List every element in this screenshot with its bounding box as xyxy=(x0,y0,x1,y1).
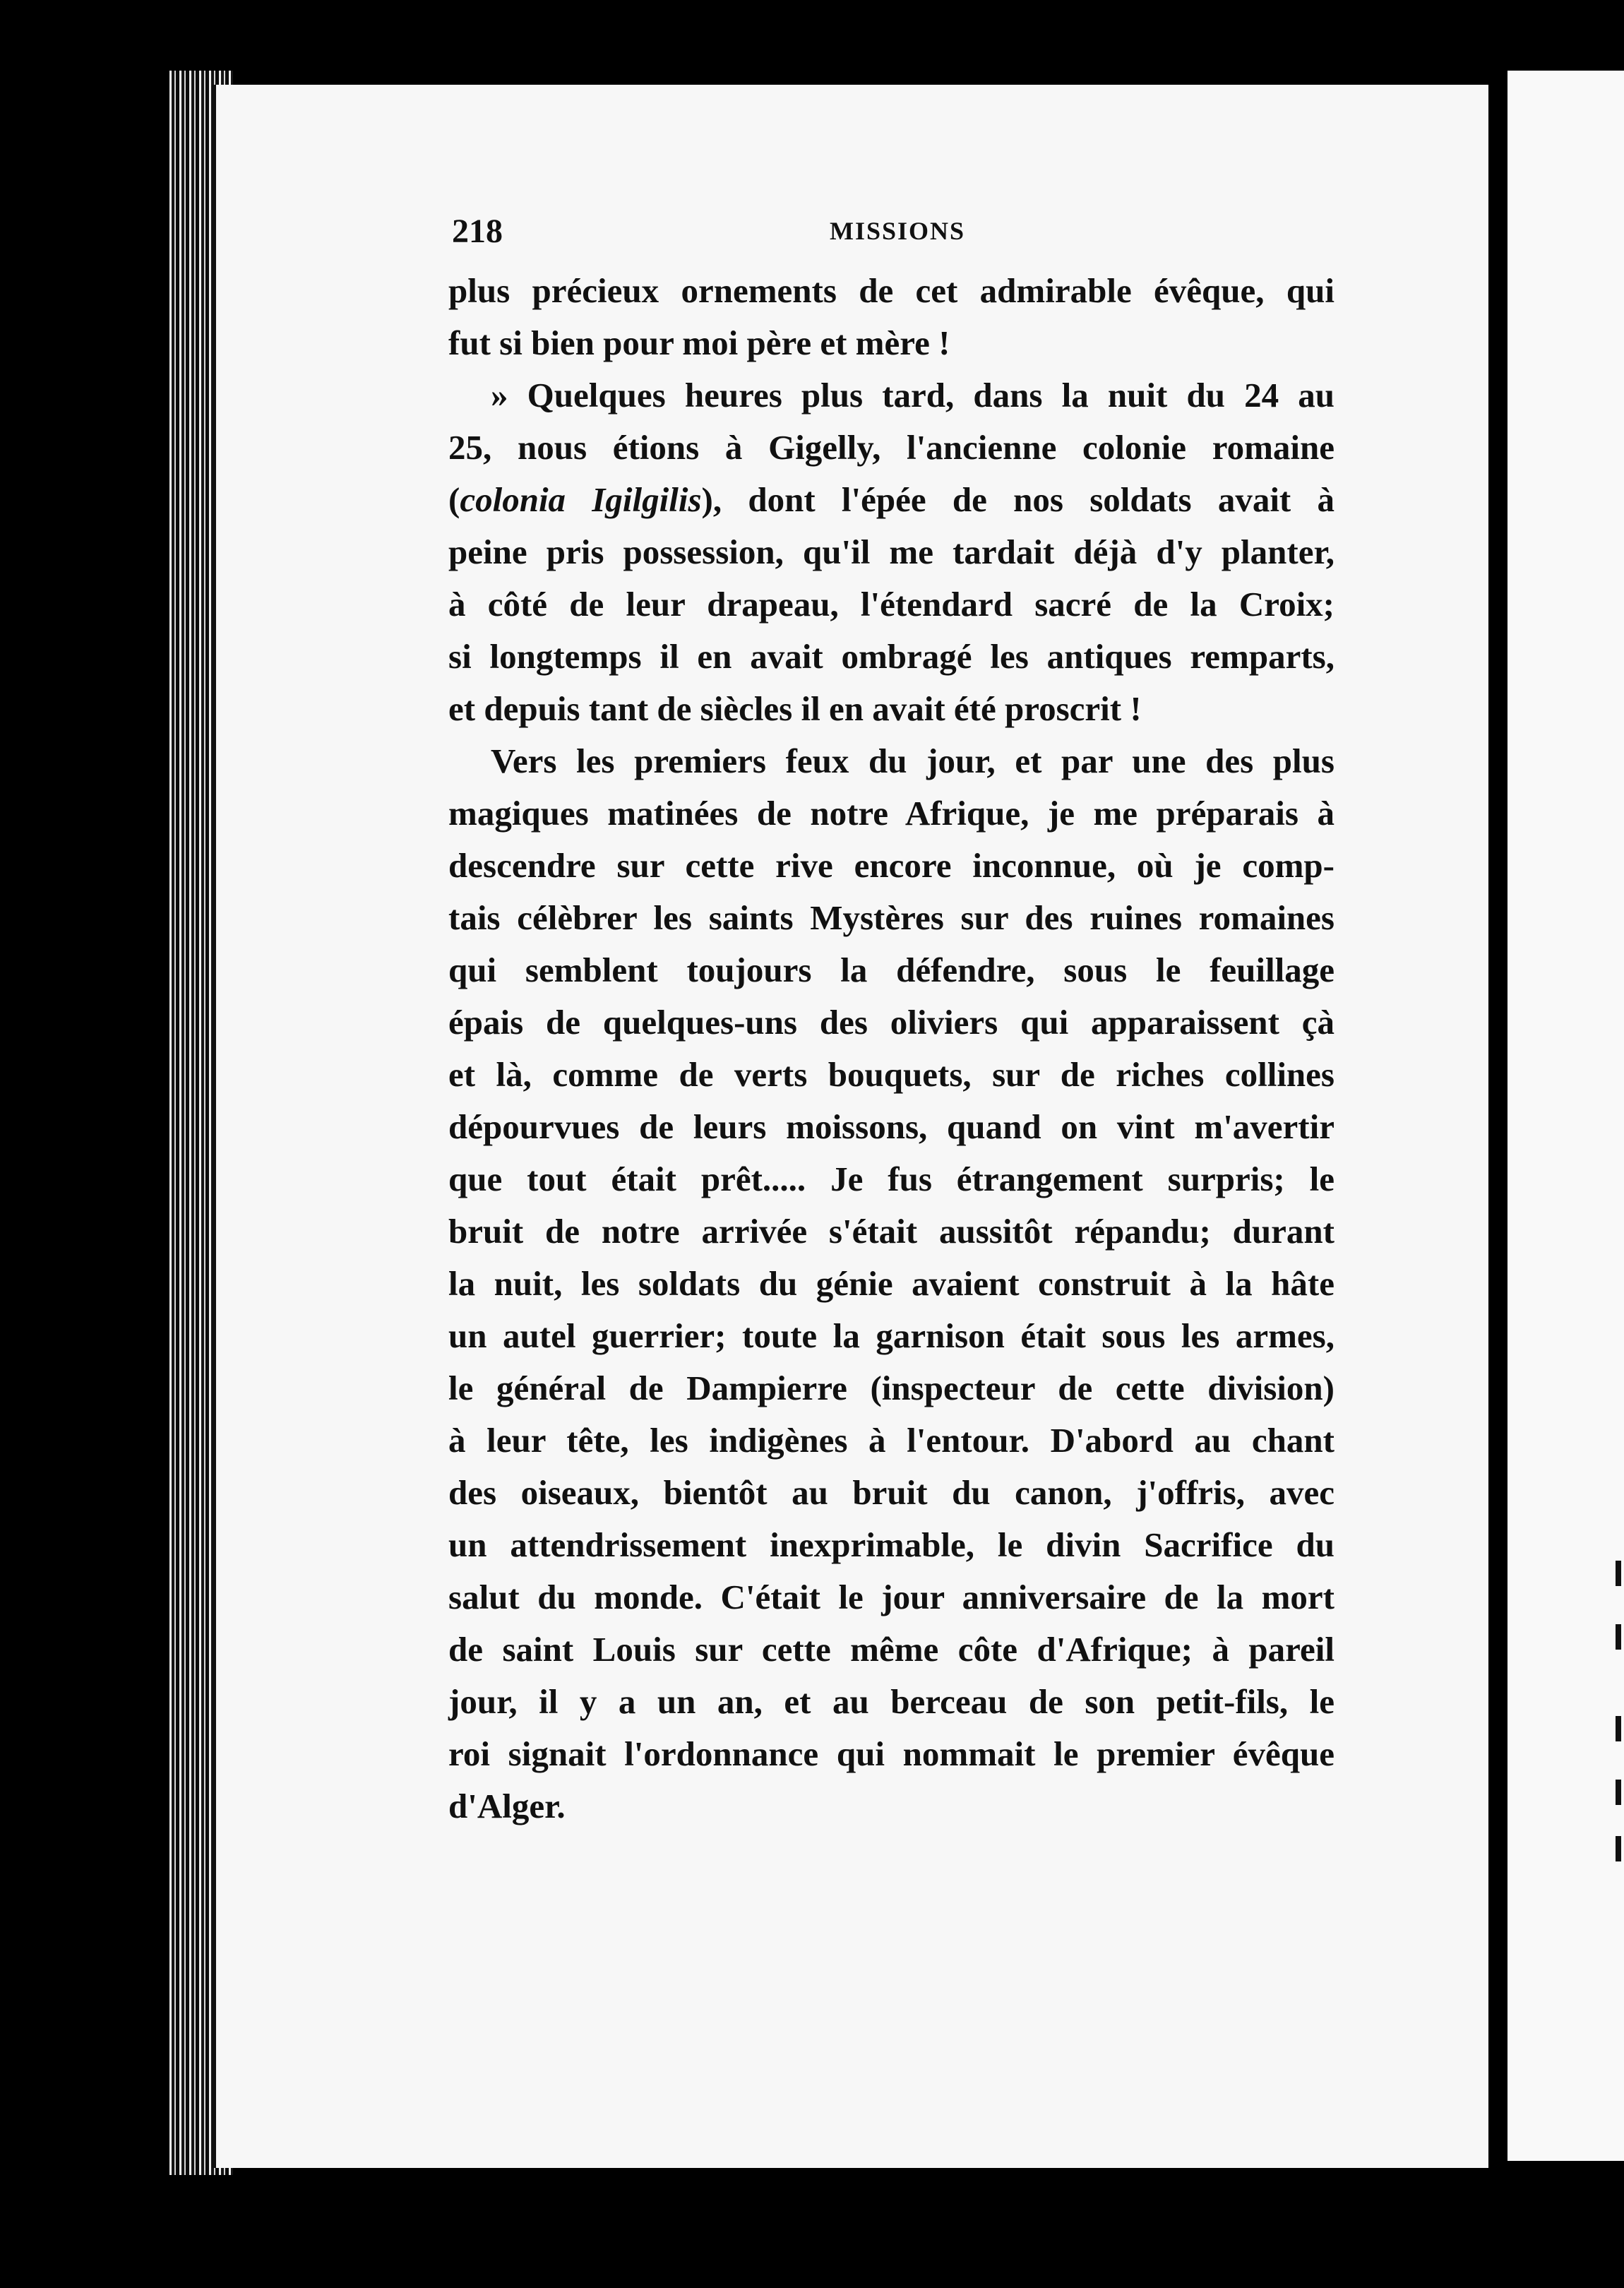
text-line: à côté de leur drapeau, l'étendard sacré de la Croix; xyxy=(448,585,1335,624)
text-line: d'Alger. xyxy=(448,1787,566,1825)
text-line: à leur tête, les indigènes à l'entour. D'abord au chant xyxy=(448,1421,1335,1460)
text-line: et là, comme de verts bouquets, sur de riches collines xyxy=(448,1055,1335,1094)
page-gutter xyxy=(1488,67,1503,2171)
text-line: descendre sur cette rive encore inconnue, où je comp- xyxy=(448,846,1335,885)
text-line: » Quelques heures plus tard, dans la nuit du 24 au xyxy=(491,376,1335,415)
text-line: de saint Louis sur cette même côte d'Afrique; à pareil xyxy=(448,1630,1335,1669)
facing-page-glyph xyxy=(1616,1716,1621,1741)
italic-latin-name: colonia Igilgilis xyxy=(460,480,702,519)
facing-page-glyph xyxy=(1616,1836,1621,1861)
text-line: dépourvues de leurs moissons, quand on vint m'avertir xyxy=(448,1107,1335,1146)
text-line: Vers les premiers feux du jour, et par une des plus xyxy=(491,741,1335,780)
page-number: 218 xyxy=(452,213,503,250)
facing-page-glyph xyxy=(1616,1780,1621,1805)
text-line: fut si bien pour moi père et mère ! xyxy=(448,323,950,362)
text-line: le général de Dampierre (inspecteur de cette division) xyxy=(448,1369,1335,1407)
facing-page-glyph xyxy=(1616,1561,1621,1586)
text-line: un autel guerrier; toute la garnison était sous les armes, xyxy=(448,1316,1335,1355)
facing-page-edge xyxy=(1507,71,1624,2161)
text-line: des oiseaux, bientôt au bruit du canon, j'offris, avec xyxy=(448,1473,1335,1512)
text-line: épais de quelques-uns des oliviers qui apparaissent çà xyxy=(448,1003,1335,1042)
body-text xyxy=(448,265,1335,1833)
text-line: tais célèbrer les saints Mystères sur des ruines romaines xyxy=(448,898,1335,937)
text-line: peine pris possession, qu'il me tardait déjà d'y planter, xyxy=(448,532,1335,571)
text-segment: ), dont l'épée de nos soldats avait à xyxy=(701,480,1335,519)
text-line: que tout était prêt..... Je fus étrangement surpris; le xyxy=(448,1160,1335,1198)
text-line: et depuis tant de siècles il en avait été proscrit ! xyxy=(448,689,1142,728)
text-line: bruit de notre arrivée s'était aussitôt répandu; durant xyxy=(448,1212,1335,1251)
facing-page-glyph xyxy=(1616,1624,1621,1650)
page-header xyxy=(452,212,1327,254)
text-line: 25, nous étions à Gigelly, l'ancienne colonie romaine xyxy=(448,428,1335,467)
text-line: plus précieux ornements de cet admirable évêque, qui xyxy=(448,271,1335,310)
text-line: roi signait l'ordonnance qui nommait le premier évêque xyxy=(448,1734,1335,1773)
text-line: jour, il y a un an, et au berceau de son petit-fils, le xyxy=(448,1682,1335,1721)
text-segment: ( xyxy=(448,480,460,519)
text-line-with-italic xyxy=(448,474,1335,526)
text-line: salut du monde. C'était le jour anniversaire de la mort xyxy=(448,1578,1335,1616)
text-line: un attendrissement inexprimable, le divin Sacrifice du xyxy=(448,1525,1335,1564)
text-line: la nuit, les soldats du génie avaient construit à la hâte xyxy=(448,1264,1335,1303)
text-line: si longtemps il en avait ombragé les antiques remparts, xyxy=(448,637,1335,676)
text-line: qui semblent toujours la défendre, sous le feuillage xyxy=(448,951,1335,989)
running-head: MISSIONS xyxy=(830,217,966,245)
text-line: magiques matinées de notre Afrique, je me préparais à xyxy=(448,794,1335,833)
